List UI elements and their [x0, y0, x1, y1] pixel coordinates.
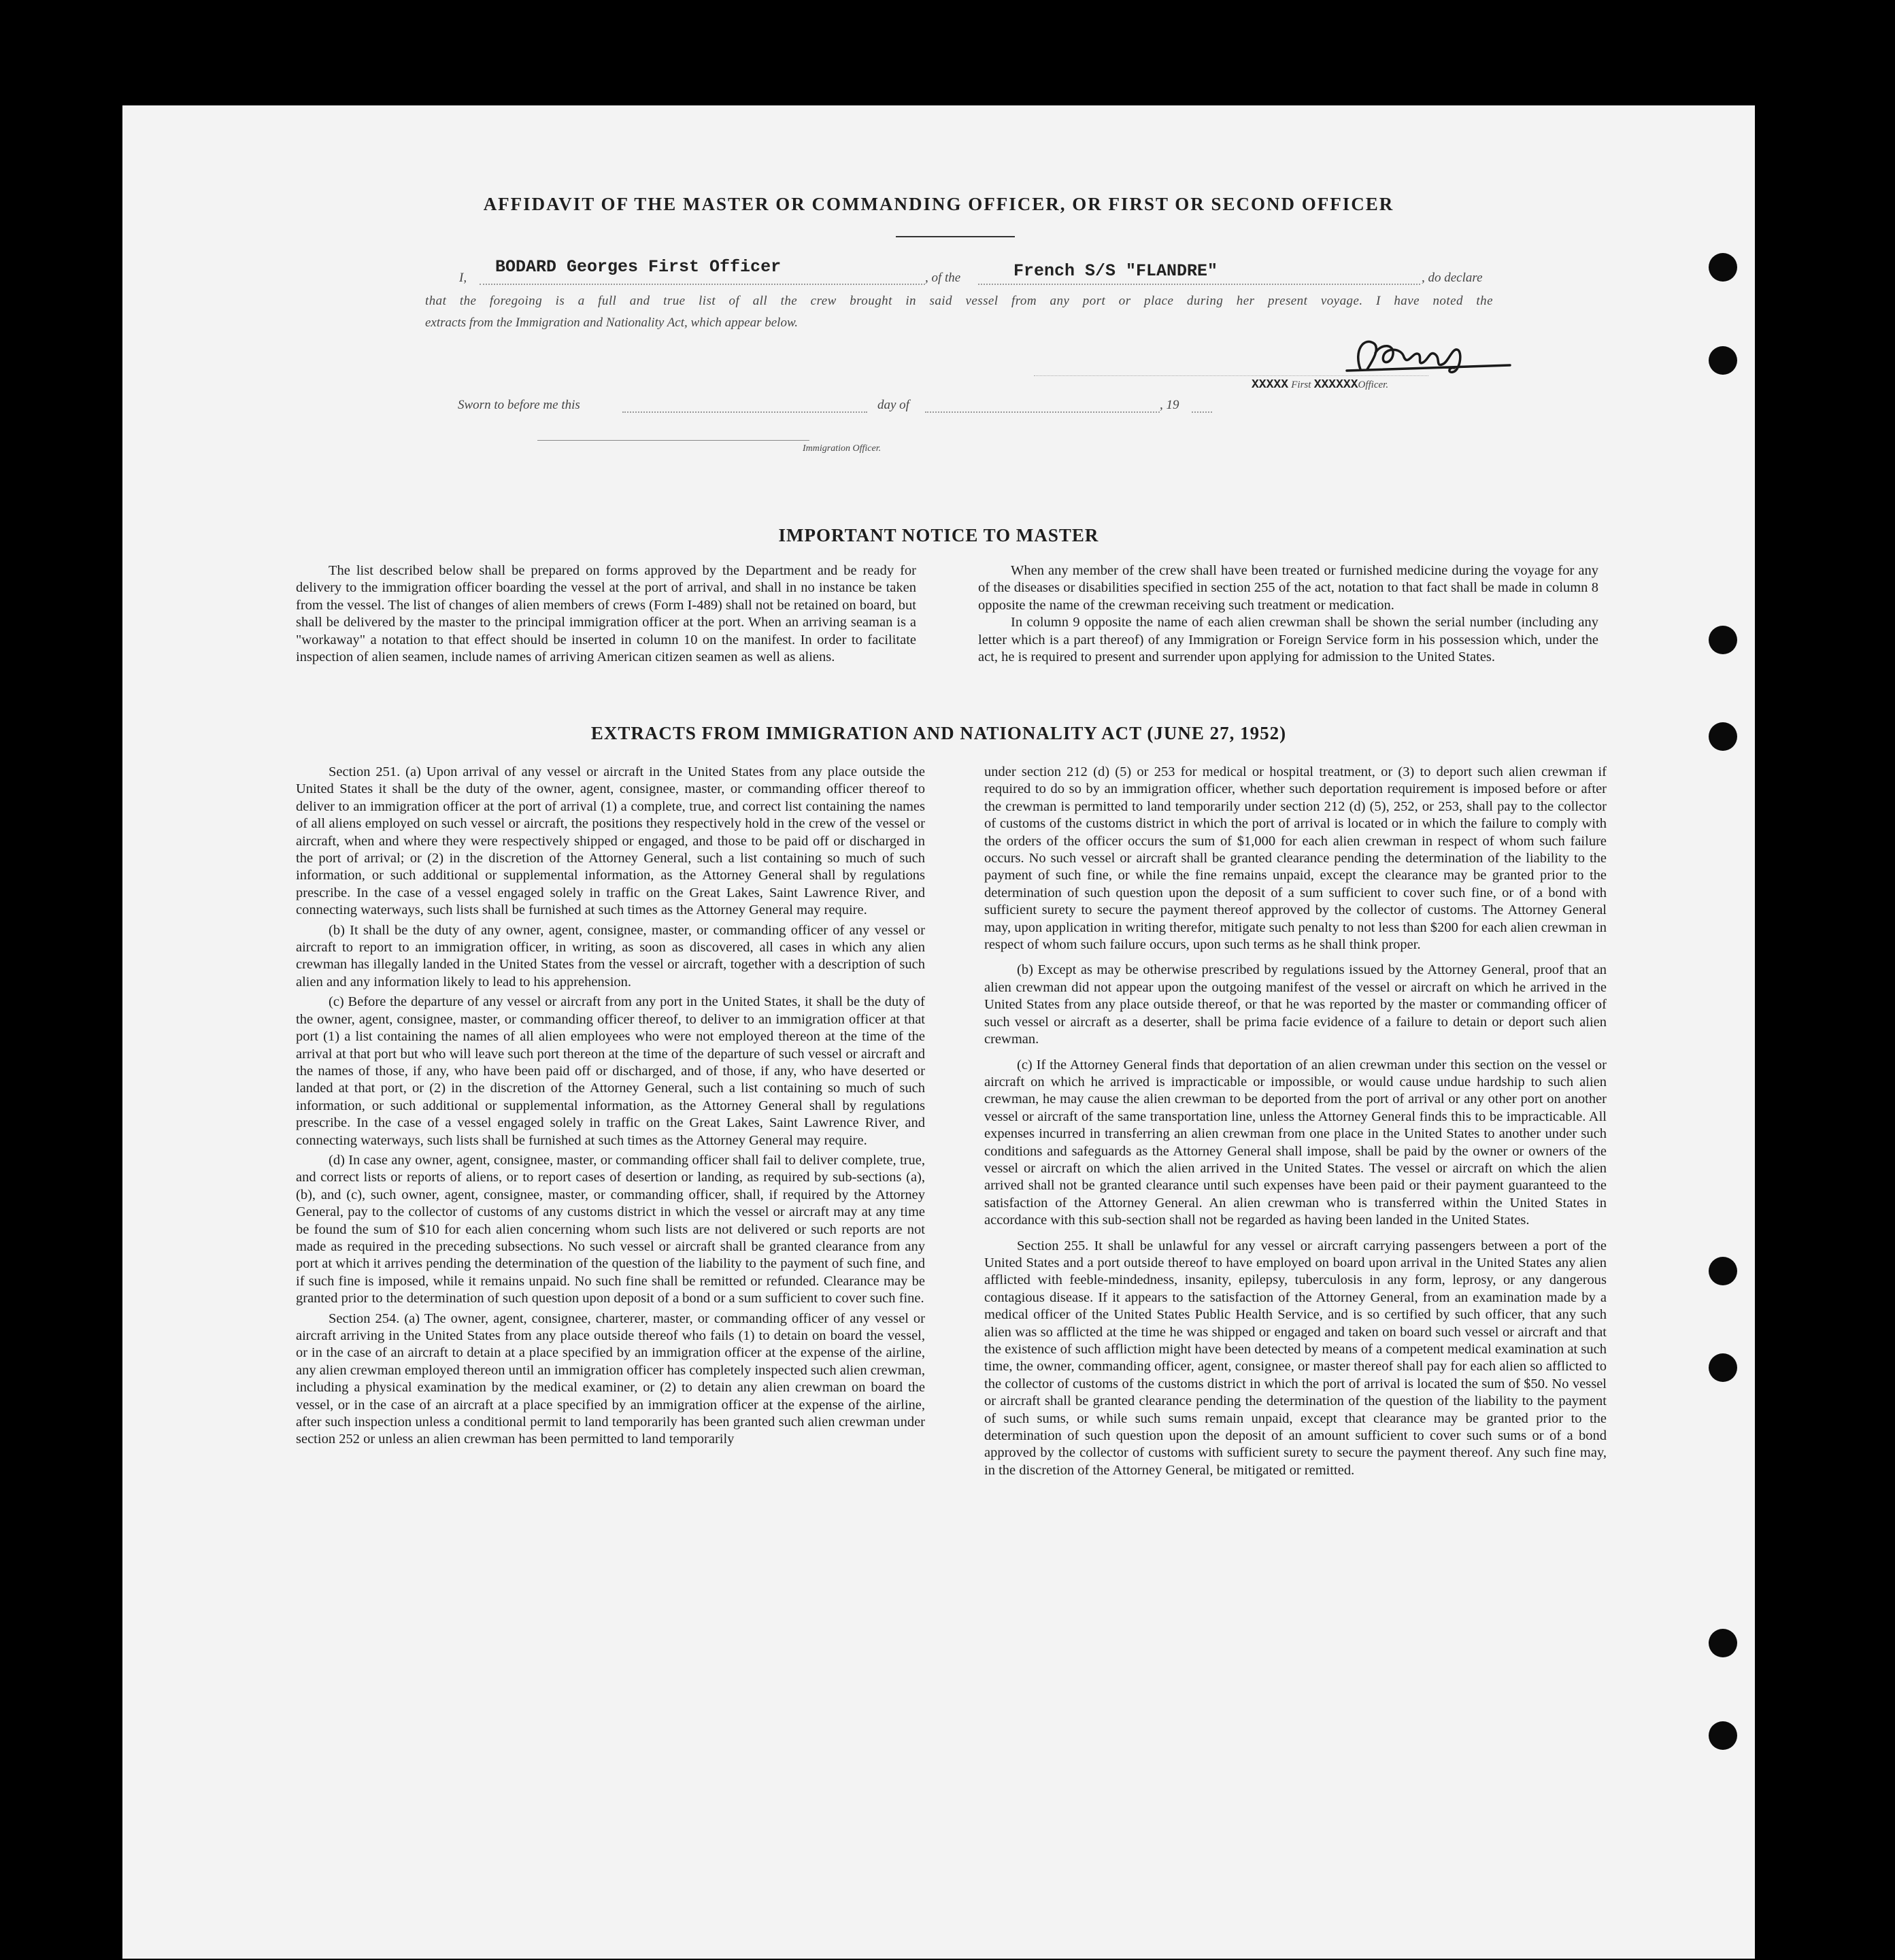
section-254a-continued: under section 212 (d) (5) or 253 for medical or hospital treatment, or (3) to deport such alien crewman if required to do so by an immigration officer, whether such deportation requirement is imposed before or after the crewman is permitted to land temporarily under section 212 (d) (5), 252, or 253, shall pay to the collector of customs of the customs district in which the port of arrival is located or in which the failure to comply with the orders of the officer occurs the sum of $1,000 for each alien crewman in respect of whom such failure occurs. No such vessel or aircraft shall be granted clearance pending the determination of the liability to the payment of such fine, or while the fine remains unpaid, except the clearance may be granted prior to the determination of such question upon the deposit of a sum sufficient to cover such fine, or of a bond with sufficient surety to secure the payment thereof approved by the collector of customs. The Attorney General may, upon application in writing therefor, mitigate such penalty to not less than $200 for each alien crewman in respect of whom such failure occurs, upon such terms as he shall think proper.: [984, 764, 1607, 953]
struck-master: XXXXX: [1252, 378, 1289, 392]
notice-left-paragraph: The list described below shall be prepared on forms approved by the Department and be ready for delivery to the immigration officer boarding the vessel at the port of arrival, and shall in no instance be taken from the vessel. The list of changes of alien members of crews (Form I-489) shall not be retained on board, but shall be delivered by the master to the principal immigration officer at the port. When an arriving seaman is a "workaway" a notation to that effect should be inserted in column 10 on the manifest. In order to facilitate inspection of alien seamen, include names of arriving American citizen seamen as well as aliens.: [296, 563, 916, 665]
section-254c: (c) If the Attorney General finds that deportation of an alien crewman under this section on the vessel or aircraft on which he arrived is impracticable or impossible, or would cause undue hardship to such alien crewman, he may cause the alien crewman to be deported from the port of arrival or any other port on another vessel or aircraft of the same transportation line, unless the Attorney General finds this to be impracticable. All expenses incurred in transferring an alien crewman from one place in the United States to another under such conditions and safeguards as the Attorney General shall impose, shall be paid by the owner or owners of the vessel or aircraft on which the alien arrived in the United States. The vessel or aircraft on which the alien arrived shall not be granted clearance until such expenses have been paid or their payment guaranteed to the satisfaction of the Attorney General. An alien crewman who is transferred within the United States in accordance with this sub-section shall not be regarded as having been landed in the United States.: [984, 1057, 1607, 1228]
immigration-officer-label: Immigration Officer.: [803, 443, 882, 454]
notice-title: IMPORTANT NOTICE TO MASTER: [778, 525, 1099, 545]
signature-caption: [1252, 377, 1388, 392]
immigration-officer-line: [537, 440, 809, 441]
section-254a: Section 254. (a) The owner, agent, consignee, charterer, master, or commanding officer of any vessel or aircraft arriving in the United States from any place outside thereof who fails (1) to detain on board the vessel, or in the case of an aircraft to detain at a place specified by an immigration officer at the expense of the airline, any alien crewman employed thereon until an immigration officer has completely inspected such alien crewman, including a physical examination by the medical examiner, or (2) to detain any alien crewman on board the vessel, or in the case of an aircraft at a place specified by an immigration officer at the expense of the airline, after such inspection unless a conditional permit to land temporarily has been granted such alien crewman under section 252 or unless an alien crewman has been permitted to land temporarily: [296, 1311, 925, 1447]
notice-right-column: [978, 562, 1598, 666]
extracts-right-column: [984, 764, 1607, 1479]
signature-line: [1034, 375, 1428, 376]
vessel-name-field: French S/S "FLANDRE": [1013, 261, 1218, 281]
section-251b: (b) It shall be the duty of any owner, agent, consignee, master, or commanding officer of any vessel or aircraft to report to an immigration officer, in writing, as soon as discovered, all cases in which any alien crewman has illegally landed in the United States from the vessel or aircraft, together with a description of such alien and any information likely to lead to his apprehension.: [296, 922, 925, 990]
year-line: [1192, 411, 1212, 413]
extracts-left-column: [296, 764, 925, 1449]
day-of-label: day of: [877, 398, 909, 412]
notice-right-paragraph-1: When any member of the crew shall have been treated or furnished medicine during the voyage for any of the diseases or disabilities specified in section 255 of the act, notation to that fact shall be made in column 8 opposite the name of the crewman receiving such treatment or medication.: [978, 563, 1598, 613]
notice-left-column: [296, 562, 916, 666]
punch-hole: [1709, 1721, 1737, 1750]
declaration-line-2: extracts from the Immigration and Nationality Act, which appear below.: [425, 316, 798, 330]
notice-right-paragraph-2: In column 9 opposite the name of each alien crewman shall be shown the serial number (including any letter which is a part thereof) of any Immigration or Foreign Service form in his possession which, under the act, he is required to present and surrender upon applying for admission to the United States.: [978, 615, 1598, 665]
punch-hole: [1709, 253, 1737, 282]
do-declare-label: , do declare: [1422, 271, 1483, 285]
officer-name-field: BODARD Georges First Officer: [495, 257, 782, 277]
declaration-line-1: that the foregoing is a full and true list of all the crew brought in said vessel from any port or place during her present voyage. I have noted the: [425, 294, 1493, 308]
section-251c: (c) Before the departure of any vessel or aircraft from any port in the United States, it shall be the duty of the owner, agent, consignee, master, or commanding officer thereof, to deliver to an immigration officer at that port (1) a list containing the names of all alien employees who were not employed thereon at the time of the arrival at that port but who will leave such port thereon at the time of the departure of such vessel or aircraft and the names of those, if any, who have been paid off or discharged, and of those, if any, who have deserted or landed at that port, or (2) in the discretion of the Attorney General, such a list containing so much of such information, or such additional or supplemental information, as the Attorney General shall by regulations prescribe. In the case of a vessel engaged solely in traffic on the Great Lakes, Saint Lawrence River, and connecting waterways, such lists shall be furnished at such times as the Attorney General may require.: [296, 994, 925, 1148]
punch-hole: [1709, 346, 1737, 375]
affidavit-title: AFFIDAVIT OF THE MASTER OR COMMANDING OFFICER, OR FIRST OR SECOND OFFICER: [483, 194, 1394, 214]
i-label: I,: [459, 271, 467, 285]
struck-commanding: XXXXXX: [1313, 378, 1358, 392]
sworn-date-line: [622, 411, 867, 413]
section-255: Section 255. It shall be unlawful for any vessel or aircraft carrying passengers between a port of the United States and a port outside thereof to have employed on board upon arrival in the United States any alien afflicted with feeble-mindedness, insanity, epilepsy, tuberculosis in any form, leprosy, or any dangerous contagious disease. If it appears to the satisfaction of the Attorney General, from an examination made by a medical officer of the United States Public Health Service, and is so certified by such officer, that any such alien was so afflicted at the time he was shipped or engaged and taken on board such vessel or aircraft and that the existence of such affliction might have been detected by means of a competent medical examination at such time, the owner, commanding officer, agent, consignee, or master thereof shall pay for each alien so afflicted to the collector of customs of the customs district in which the port of arrival is located the sum of $50. No vessel or aircraft shall be granted clearance pending the determination of the question of the liability to the payment of such sums, or while such sums remain unpaid, except that clearance may be granted prior to the determination of such question upon the deposit of an amount sufficient to cover such sums or of a bond approved by the collector of customs with sufficient surety to secure the payment thereof. Any such fine may, in the discretion of the Attorney General, be mitigated or remitted.: [984, 1238, 1607, 1478]
document-page: [122, 105, 1755, 1959]
sworn-label: Sworn to before me this: [458, 398, 580, 412]
section-254b: (b) Except as may be otherwise prescribed by regulations issued by the Attorney General, proof that an alien crewman did not appear upon the outgoing manifest of the vessel or aircraft on which he arrived in the United States from any place outside thereof, or that he was reported by the master or commanding officer of such vessel or aircraft as a deserter, shall be prima facie evidence of a failure to detain or deport such alien crewman.: [984, 962, 1607, 1047]
title-underline: [896, 236, 1015, 237]
extracts-title: EXTRACTS FROM IMMIGRATION AND NATIONALITY ACT (JUNE 27, 1952): [590, 723, 1287, 743]
first-label: First: [1291, 379, 1311, 390]
section-251a: Section 251. (a) Upon arrival of any vessel or aircraft in the United States from any place outside the United States it shall be the duty of the owner, agent, consignee, master, or commanding officer thereof to deliver to an immigration officer at the port of arrival (1) a complete, true, and correct list containing the names of all aliens employed on such vessel or aircraft, the positions they respectively hold in the crew of the vessel or aircraft, when and where they were respectively shipped or engaged, and those to be paid off or discharged in the port of arrival; or (2) in the discretion of the Attorney General, such a list containing so much of such information, or such additional or supplemental information, as the Attorney General shall by regulations prescribe. In the case of a vessel engaged solely in traffic on the Great Lakes, Saint Lawrence River, and connecting waterways, such lists shall be furnished at such times as the Attorney General may require.: [296, 764, 925, 918]
month-line: [925, 411, 1160, 413]
punch-hole: [1709, 1257, 1737, 1285]
of-the-label: , of the: [925, 271, 961, 285]
officer-label: Officer.: [1358, 379, 1389, 390]
punch-hole: [1709, 1353, 1737, 1382]
punch-hole: [1709, 626, 1737, 654]
section-251d: (d) In case any owner, agent, consignee, master, or commanding officer shall fail to deliver complete, true, and correct lists or reports of aliens, or to report cases of desertion or landing, as required by sub-sections (a), (b), and (c), such owner, agent, consignee, master, or commanding officer, shall, if required by the Attorney General, pay to the collector of customs of any customs district in which the vessel or aircraft may at any time be found the sum of $10 for each alien concerning whom such lists are not delivered or such reports are not made as required in the preceding subsections. No such vessel or aircraft shall be granted clearance from any port at which it arrives pending the determination of the question of the liability to the payment of such fine, and if such fine is imposed, while it remains unpaid. No such fine shall be remitted or refunded. Clearance may be granted prior to the determination of such question upon deposit of a bond or a sum sufficient to cover such fine.: [296, 1152, 925, 1306]
punch-hole: [1709, 1629, 1737, 1657]
officer-name-line: [480, 284, 925, 285]
year-label: , 19: [1160, 398, 1179, 412]
vessel-name-line: [978, 284, 1420, 285]
